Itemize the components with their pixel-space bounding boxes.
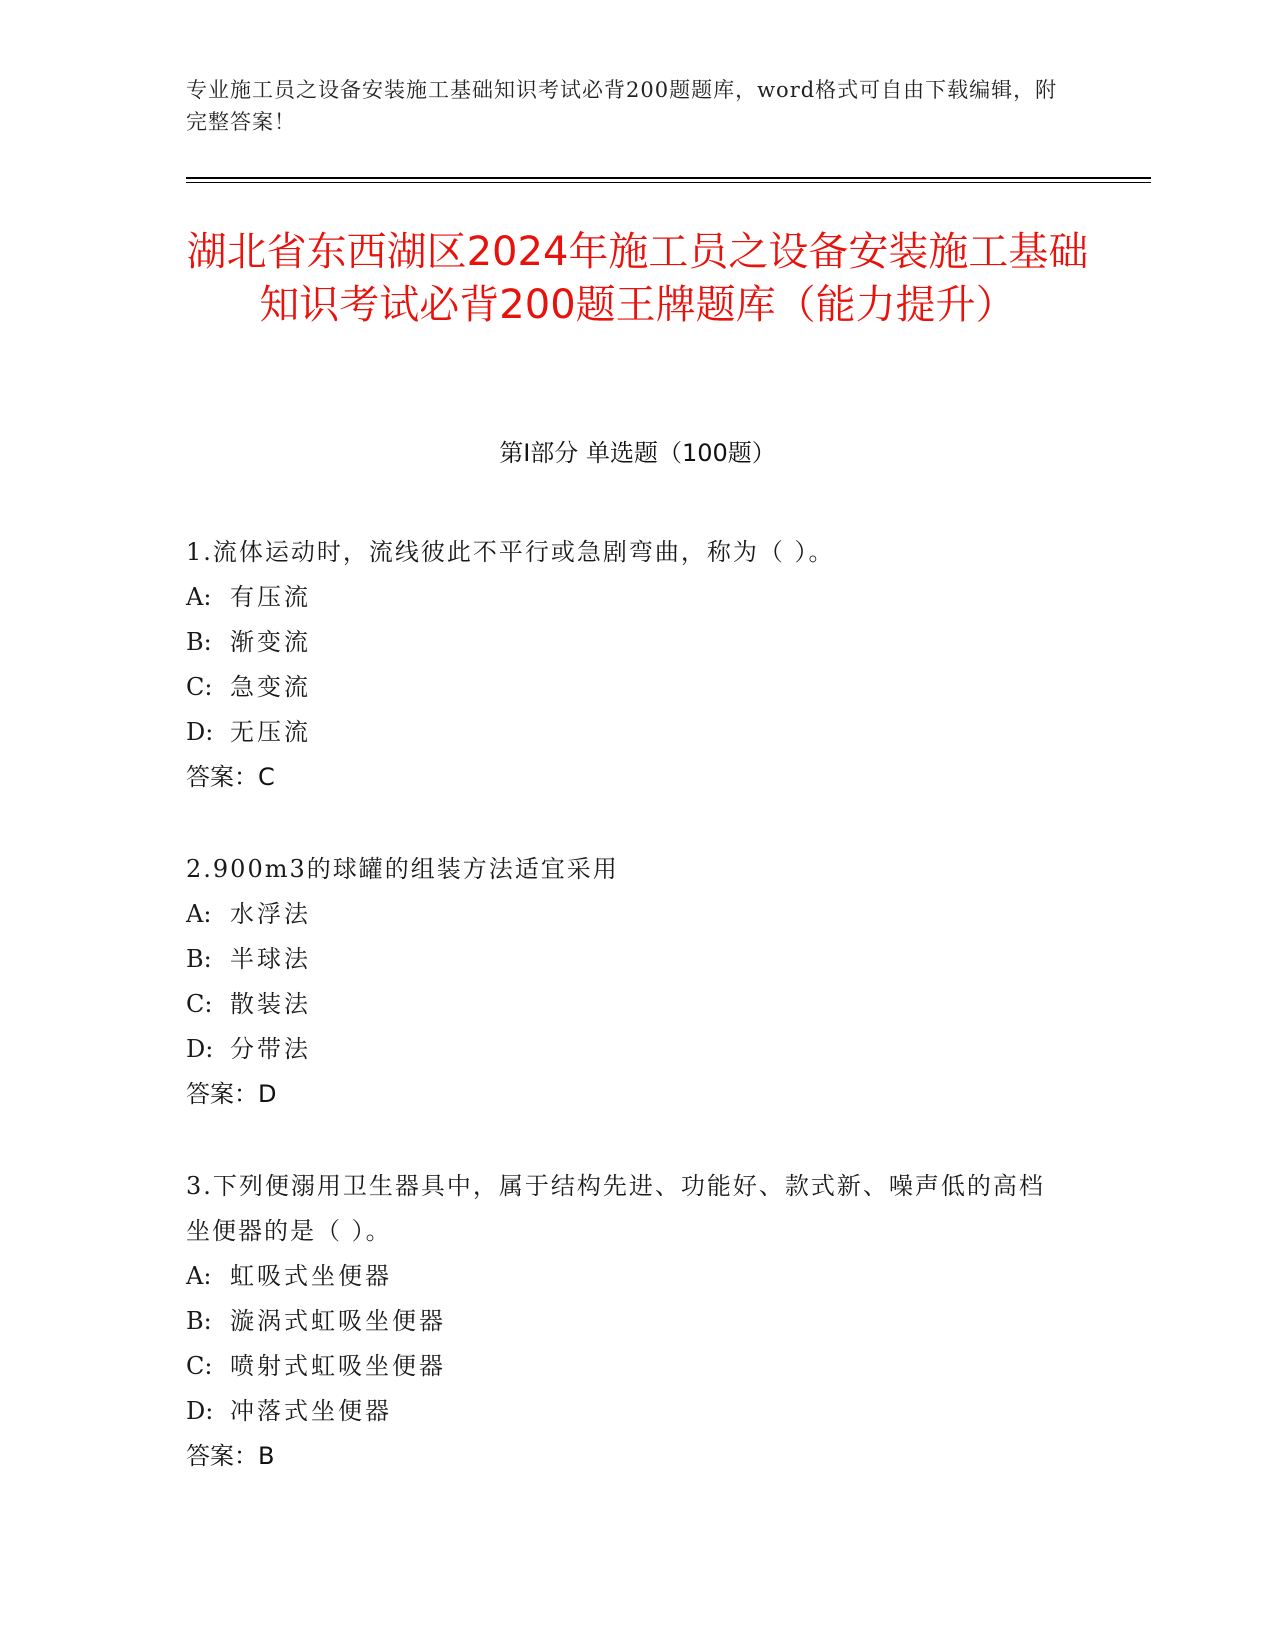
header-divider-thick	[186, 177, 1151, 179]
option-text: 水浮法	[230, 900, 311, 928]
option-a	[186, 892, 1066, 937]
option-text: 散装法	[230, 990, 311, 1018]
option-c	[186, 982, 1066, 1027]
option-key: D:	[186, 1397, 214, 1425]
section-title: 第Ⅰ部分 单选题（100题）	[499, 439, 776, 467]
question-3	[186, 1164, 1066, 1479]
option-key: B:	[186, 1307, 212, 1335]
question-stem: 2.900m3的球罐的组装方法适宜采用	[186, 855, 619, 883]
option-text: 漩涡式虹吸坐便器	[230, 1307, 446, 1335]
option-text: 半球法	[230, 945, 311, 973]
option-text: 有压流	[230, 583, 311, 611]
option-key: A:	[186, 900, 212, 928]
option-d	[186, 1027, 1066, 1072]
option-text: 渐变流	[230, 628, 311, 656]
option-key: C:	[186, 990, 213, 1018]
question-list	[186, 530, 1066, 1526]
option-c	[186, 1344, 1066, 1389]
option-b	[186, 620, 1066, 665]
header-note: 专业施工员之设备安装施工基础知识考试必背200题题库，word格式可自由下载编辑，附完整答案！	[186, 78, 1058, 134]
header-divider-thin	[186, 182, 1151, 183]
option-key: D:	[186, 718, 214, 746]
option-key: B:	[186, 945, 212, 973]
question-2	[186, 847, 1066, 1117]
question-1	[186, 530, 1066, 800]
option-text: 喷射式虹吸坐便器	[230, 1352, 446, 1380]
option-d	[186, 710, 1066, 755]
option-b	[186, 937, 1066, 982]
option-key: D:	[186, 1035, 214, 1063]
option-text: 虹吸式坐便器	[230, 1262, 392, 1290]
option-key: C:	[186, 673, 213, 701]
question-stem: 3.下列便溺用卫生器具中，属于结构先进、功能好、款式新、噪声低的高档坐便器的是（ ）。	[186, 1172, 1045, 1245]
option-b	[186, 1299, 1066, 1344]
option-text: 冲落式坐便器	[230, 1397, 392, 1425]
option-text: 急变流	[230, 673, 311, 701]
option-c	[186, 665, 1066, 710]
answer-line: 答案：D	[186, 1080, 277, 1108]
option-key: A:	[186, 1262, 212, 1290]
option-a	[186, 1254, 1066, 1299]
option-text: 无压流	[230, 718, 311, 746]
option-d	[186, 1389, 1066, 1434]
option-text: 分带法	[230, 1035, 311, 1063]
option-key: C:	[186, 1352, 213, 1380]
option-key: B:	[186, 628, 212, 656]
option-key: A:	[186, 583, 212, 611]
option-a	[186, 575, 1066, 620]
question-stem: 1.流体运动时，流线彼此不平行或急剧弯曲，称为（ ）。	[186, 538, 835, 566]
answer-line: 答案：B	[186, 1442, 275, 1470]
answer-line: 答案：C	[186, 763, 275, 791]
document-title: 湖北省东西湖区2024年施工员之设备安装施工基础知识考试必背200题王牌题库（能力提升）	[186, 229, 1089, 328]
